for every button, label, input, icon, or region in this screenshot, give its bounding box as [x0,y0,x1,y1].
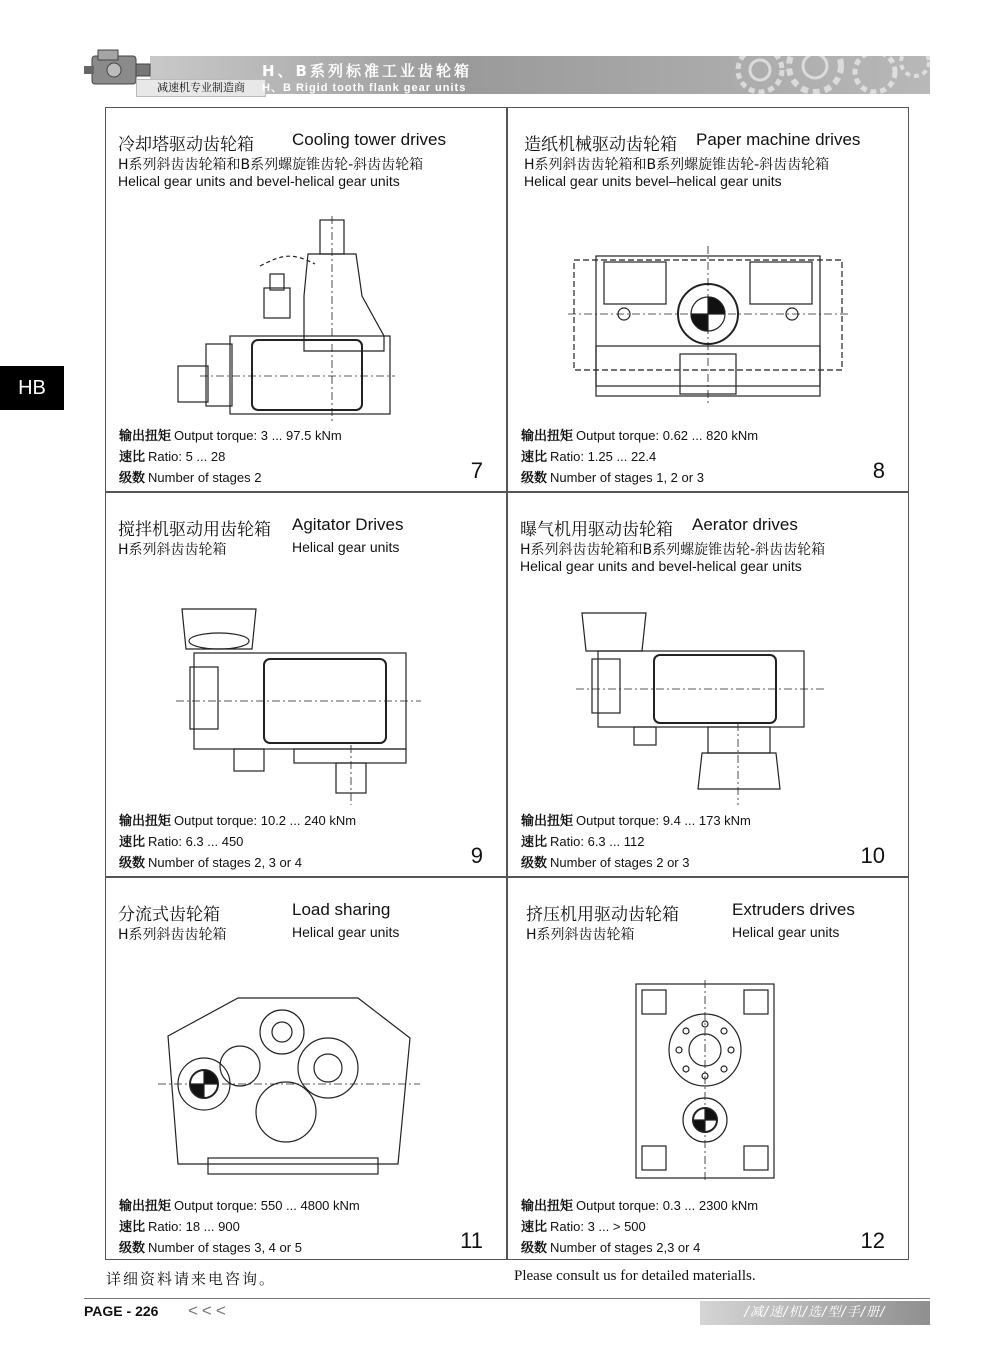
cell-subtitle-cn: H系列斜齿齿轮箱 [118,927,227,943]
footer-divider [84,1298,930,1299]
item-number: 9 [470,843,483,868]
torque-value: Output torque: 3 ... 97.5 kNm [174,428,342,443]
cell-title-cn: 搅拌机驱动用齿轮箱 [118,520,271,540]
spec-block [521,426,758,489]
cell-title-en: Cooling tower drives [292,130,447,149]
consult-note-cn: 详细资料请来电咨询。 [106,1270,277,1288]
manual-title-band: /减/速/机/选/型/手/册/ [700,1301,930,1325]
cell-paper-machine [508,108,909,492]
ratio-label-cn: 速比 [119,1220,146,1235]
cell-title-cn: 分流式齿轮箱 [118,905,220,925]
cell-subtitle-en: Helical gear units and bevel-helical gear units [520,558,802,574]
cell-subtitle-en: Helical gear units and bevel-helical gear units [118,173,400,189]
item-number: 10 [860,843,885,868]
stages-label-cn: 级数 [119,1241,146,1256]
header-title-cn: H、B系列标准工业齿轮箱 [262,62,472,80]
torque-label-cn: 输出扭矩 [521,429,574,444]
extruder-gearbox-drawing [632,980,778,1182]
stages-value: Number of stages 2, 3 or 4 [148,855,302,870]
spec-block [521,811,751,874]
cell-subtitle-en: Helical gear units [292,924,400,940]
ratio-label-cn: 速比 [521,1220,548,1235]
item-number: 7 [470,458,483,483]
cell-title-cn: 曝气机用驱动齿轮箱 [520,520,673,540]
cell-subtitle-cn: H系列斜齿齿轮箱和B系列螺旋锥齿轮-斜齿齿轮箱 [118,157,424,173]
cell-extruders [508,878,909,1262]
aerator-gearbox-drawing [576,605,826,805]
ratio-value: Ratio: 3 ... > 500 [550,1219,646,1234]
ratio-value: Ratio: 5 ... 28 [148,449,226,464]
torque-label-cn: 输出扭矩 [119,814,172,829]
spec-block [119,1196,360,1259]
cell-title-en: Aerator drives [692,515,798,534]
cell-load-sharing [106,878,507,1262]
stages-label-cn: 级数 [119,856,146,871]
page-number: PAGE - 226 [84,1303,159,1319]
cell-title-cn: 冷却塔驱动齿轮箱 [118,135,254,155]
item-number: 8 [872,458,885,483]
stages-label-cn: 级数 [119,471,146,486]
cell-subtitle-cn: H系列斜齿齿轮箱 [118,542,227,558]
cell-cooling-tower [106,108,507,492]
cell-subtitle-en: Helical gear units [732,924,840,940]
ratio-value: Ratio: 6.3 ... 112 [550,834,645,849]
cell-title-en: Extruders drives [732,900,855,919]
ratio-value: Ratio: 18 ... 900 [148,1219,240,1234]
header-title-en: H、B Rigid tooth flank gear units [262,82,467,94]
cell-title-en: Agitator Drives [292,515,404,534]
load-sharing-gearbox-drawing [158,988,420,1178]
ratio-label-cn: 速比 [521,450,548,465]
spec-block [119,426,342,489]
back-arrows-icon[interactable]: <<< [188,1301,230,1320]
torque-label-cn: 输出扭矩 [119,1199,172,1214]
maker-label: 减速机专业制造商 [136,79,266,97]
cell-subtitle-cn: H系列斜齿齿轮箱和B系列螺旋锥齿轮-斜齿齿轮箱 [524,157,830,173]
torque-label-cn: 输出扭矩 [521,1199,574,1214]
cell-title-cn: 挤压机用驱动齿轮箱 [526,905,679,925]
cell-title-en: Paper machine drives [696,130,861,149]
stages-label-cn: 级数 [521,1241,548,1256]
torque-label-cn: 输出扭矩 [521,814,574,829]
page-header [0,0,1000,100]
cell-subtitle-en: Helical gear units bevel–helical gear units [524,173,782,189]
ratio-label-cn: 速比 [521,835,548,850]
cell-aerator [508,493,909,877]
torque-label-cn: 输出扭矩 [119,429,172,444]
cell-subtitle-en: Helical gear units [292,539,400,555]
ratio-label-cn: 速比 [119,835,146,850]
item-number: 12 [860,1228,885,1253]
cell-agitator [106,493,507,877]
stages-value: Number of stages 3, 4 or 5 [148,1240,302,1255]
consult-note-en: Please consult us for detailed materialls. [514,1268,756,1284]
stages-value: Number of stages 2,3 or 4 [550,1240,701,1255]
torque-value: Output torque: 9.4 ... 173 kNm [576,813,751,828]
cell-subtitle-cn: H系列斜齿齿轮箱 [526,927,635,943]
paper-machine-gearbox-drawing [568,246,848,404]
stages-label-cn: 级数 [521,471,548,486]
torque-value: Output torque: 0.62 ... 820 kNm [576,428,759,443]
torque-value: Output torque: 0.3 ... 2300 kNm [576,1198,759,1213]
ratio-label-cn: 速比 [119,450,146,465]
stages-label-cn: 级数 [521,856,548,871]
stages-value: Number of stages 1, 2 or 3 [550,470,704,485]
ratio-value: Ratio: 6.3 ... 450 [148,834,244,849]
ratio-value: Ratio: 1.25 ... 22.4 [550,449,657,464]
cell-title-en: Load sharing [292,900,391,919]
gear-decoration-icon [720,42,930,98]
agitator-gearbox-drawing [176,605,421,805]
torque-value: Output torque: 10.2 ... 240 kNm [174,813,357,828]
cooling-tower-gearbox-drawing [170,216,400,421]
stages-value: Number of stages 2 [148,470,262,485]
cell-subtitle-cn: H系列斜齿齿轮箱和B系列螺旋锥齿轮-斜齿齿轮箱 [520,542,826,558]
side-tab[interactable]: HB [0,366,64,410]
spec-block [521,1196,758,1259]
torque-value: Output torque: 550 ... 4800 kNm [174,1198,360,1213]
spec-block [119,811,356,874]
item-number: 11 [460,1228,483,1253]
stages-value: Number of stages 2 or 3 [550,855,690,870]
cell-title-cn: 造纸机械驱动齿轮箱 [524,135,677,155]
